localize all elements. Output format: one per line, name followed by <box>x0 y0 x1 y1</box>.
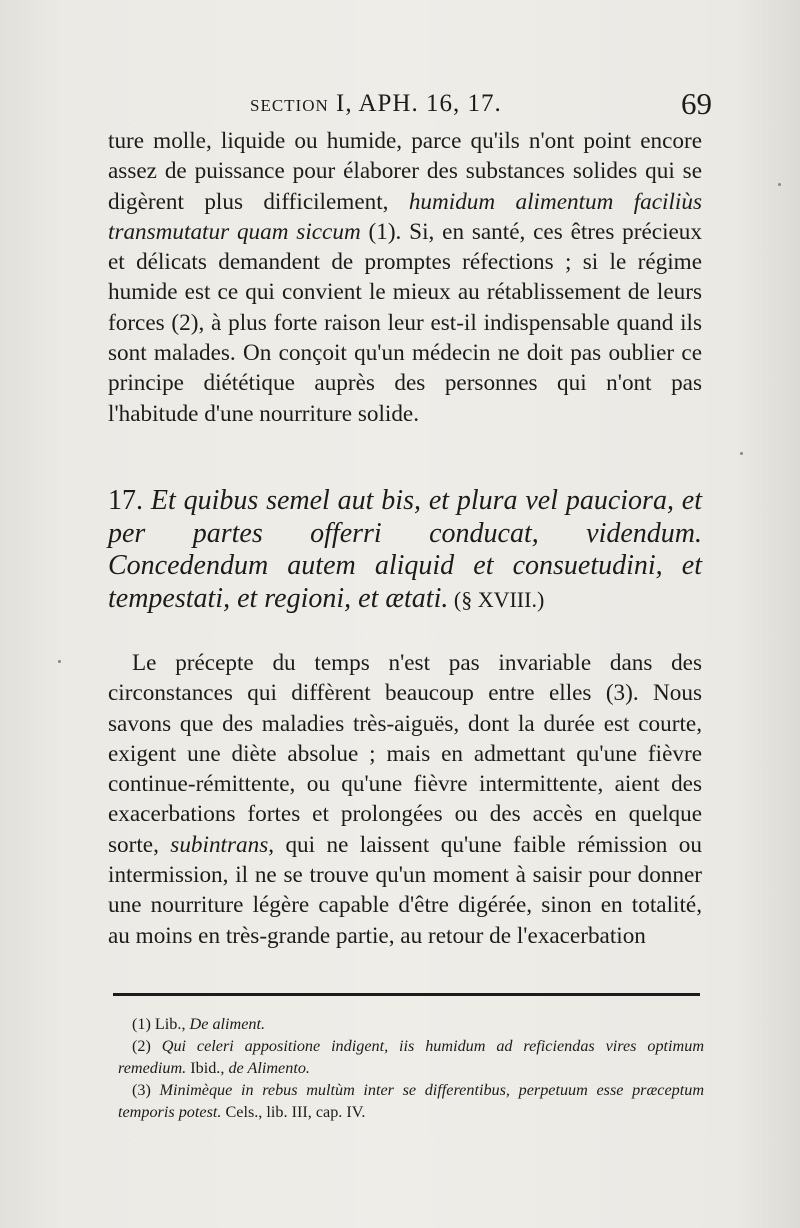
aphorism-text: Et quibus semel aut bis, et plura vel pauciora, et per partes offerri conducat, videndum. Concedendum autem aliquid et consuetudini, et tempestati, et regioni, et ætati. <box>108 485 703 614</box>
footnote-3-mark: (3) <box>132 1081 160 1099</box>
paragraph1-latin-quote: humidum alimentum faciliùs transmutatur quam siccum <box>108 188 702 245</box>
footnote-2-title: de Alimento. <box>228 1059 310 1077</box>
paragraph1-text-a: ture molle, liquide ou humide, parce qu'ils n'ont point encore assez de puissance pour élaborer des substances solides qui se digèrent plus difficilement, <box>108 128 702 215</box>
footnote-1 <box>118 1013 704 1035</box>
footnote-2-quote: Qui celeri appositione indigent, iis humidum ad reficiendas vires optimum remedium. <box>118 1037 705 1077</box>
footnote-2-text: Ibid., <box>186 1059 229 1077</box>
footnote-3-quote: Minimèque in rebus multùm inter se differentibus, perpetuum esse præceptum temporis potest. <box>118 1081 705 1121</box>
footnote-2 <box>118 1035 704 1079</box>
footnote-3 <box>118 1079 704 1123</box>
footnote-1-text: Lib., <box>154 1015 190 1033</box>
footnotes <box>118 1013 704 1123</box>
commentary-paragraph <box>108 648 702 951</box>
aphorism-number: 17. <box>108 485 151 516</box>
paragraph1-text-b: (1). Si, en santé, ces êtres précieux et délicats demandent de promptes réfections ; si le régime humide est ce qui convient le mieux au rétablissement de leurs forces (2), à plus forte raison leur est-il indispensable quand ils sont malades. On conçoit qu'un médecin ne doit pas oublier ce principe diététique auprès des personnes qui n'ont pas l'habitude d'une nourriture solide. <box>108 218 702 427</box>
running-head-section: SECTION <box>250 96 329 115</box>
paragraph2-latin-term: subintrans <box>170 831 269 858</box>
paper-speck <box>740 452 743 455</box>
paragraph2-text-a: Le précepte du temps n'est pas invariable dans des circonstances qui diffèrent beaucoup entre elles (3). Nous savons que des maladies très-aiguës, dont la durée est courte, exigent une diète absolue ; mais en admettant qu'une fièvre continue-rémittente, ou qu'une fièvre intermittente, aient des exacerbations fortes et prolongées ou des accès en quelque sorte, <box>108 650 702 858</box>
paper-speck <box>778 183 781 186</box>
aphorism-reference: (§ XVIII.) <box>448 586 545 612</box>
paper-speck <box>58 660 61 663</box>
running-head <box>250 90 502 118</box>
paragraph-continuation <box>108 126 702 429</box>
footnote-3-text: Cels., lib. III, cap. IV. <box>221 1103 366 1121</box>
paragraph2-text-b: , qui ne laissent qu'une faible rémission ou intermission, il ne se trouve qu'un moment à saisir pour donner une nourriture légère capable d'être digérée, sinon en totalité, au moins en très-grande partie, au retour de l'exacerbation <box>108 831 702 949</box>
footnote-1-title: De aliment. <box>189 1015 266 1033</box>
footnote-2-mark: (2) <box>132 1037 162 1055</box>
page-number: 69 <box>681 86 712 121</box>
page-header <box>250 86 712 126</box>
footnote-rule <box>113 993 700 996</box>
running-head-aphorisms: I, APH. 16, 17. <box>328 90 502 117</box>
aphorism-17 <box>108 485 702 616</box>
footnote-1-mark: (1) <box>132 1015 155 1033</box>
